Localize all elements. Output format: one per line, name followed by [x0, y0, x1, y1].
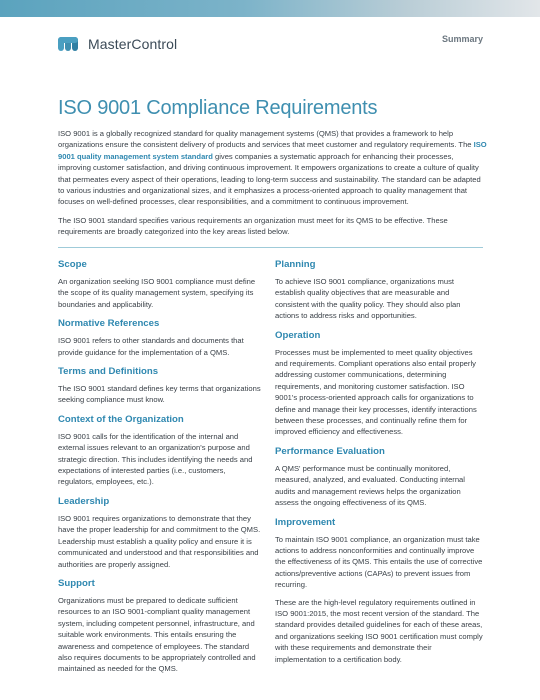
section-heading: Performance Evaluation [275, 445, 385, 457]
section-scope [58, 259, 263, 310]
section-body: ISO 9001 requires organizations to demonstrate that they have the proper leadership for and commitment to the QMS. Leadership must establish a quality policy and ensure it is communicated and understood and that responsibilities and authorities are properly assigned. [58, 513, 261, 569]
section-body: An organization seeking ISO 9001 compliance must define the scope of its quality management system, specifying its boundaries and applicability. [58, 277, 256, 309]
section-context-of-the-organization [58, 414, 263, 488]
summary-label: Summary [441, 34, 483, 44]
section-heading: Improvement [275, 516, 336, 528]
section-normative-references [58, 318, 263, 358]
section-performance-evaluation [275, 446, 485, 509]
iso-9001-qms-standard-link[interactable]: ISO 9001 quality management system standard [58, 140, 487, 161]
section-operation [275, 330, 485, 438]
section-support [58, 578, 263, 675]
mastercontrol-logo [58, 35, 177, 53]
section-body: The ISO 9001 standard defines key terms that organizations seeking compliance must know. [58, 384, 261, 405]
closing-paragraph: These are the high-level regulatory requirements outlined in ISO 9001:2015, the most recent version of the standard. The standard provides detailed guidelines for each of these areas, and organizations seeking ISO 9001 certification must comply with these requirements and demonstrate their implementation to a certification body. [275, 597, 483, 664]
section-body: ISO 9001 calls for the identification of the internal and external issues relevant to an organization's purpose and strategic direction. This includes identifying the needs and expectations of interested parties (i.e., customers, regulators, employees, etc.). [58, 431, 253, 487]
section-heading: Scope [58, 259, 87, 270]
section-body: Processes must be implemented to meet quality objectives and requirements. Compliant operations also entail properly addressing customer communications, determining requirements, and monitoring customer satisfaction. ISO 9001's process-oriented approach calls for organizations to define and manage their key processes, identify interactions between these processes, and continually refine them for improved efficiency and effectiveness. [275, 347, 477, 437]
section-heading: Operation [275, 329, 321, 341]
section-body: A QMS' performance must be continually monitored, measured, analyzed, and evaluated. Conducting internal audits and management reviews helps the organization assess the ongoing effectiveness of its QMS. [275, 463, 465, 508]
header-gradient-bar [0, 0, 540, 17]
section-improvement [275, 517, 485, 665]
section-heading: Support [58, 577, 95, 589]
logo-text: MasterControl [88, 36, 178, 52]
section-heading: Leadership [58, 495, 110, 507]
mastercontrol-logo-icon [58, 37, 84, 51]
section-body: To maintain ISO 9001 compliance, an organization must take actions to address nonconformities and continually improve the effectiveness of its QMS. This entails the use of corrective actions/preventive actions (CAPAs) to prevent issues from recurring. [275, 534, 483, 590]
left-column [58, 259, 263, 683]
page-title: ISO 9001 Compliance Requirements [58, 97, 378, 119]
section-terms-and-definitions [58, 366, 263, 406]
section-heading: Context of the Organization [58, 413, 184, 425]
right-column [275, 259, 485, 673]
intro-text-before-link: ISO 9001 is a globally recognized standard for quality management systems (QMS) that provides a framework to help organizations ensure the consistent delivery of products and services that meet customer and regulatory requirements. The [58, 129, 474, 150]
intro-section [58, 128, 488, 245]
section-divider [58, 247, 483, 248]
section-body: Organizations must be prepared to dedicate sufficient resources to an ISO 9001-compliant quality management system, including competent personnel, infrastructure, and suitable work environments. This entails ensuring the awareness and competence of employees. The standard also requires documents to be appropriately controlled and maintained as needed for the QMS. [58, 595, 256, 674]
intro-text-after-link: gives companies a systematic approach for enhancing their processes, improving customer satisfaction, and driving continuous improvement. It empowers organizations to create a culture of quality that permeates every aspect of their operations, leading to long-term success and sustainability. The standard can be adapted to various industries and organizational sizes, and it emphasizes a process-oriented approach to quality management that focuses on well-defined processes, clear responsibilities, and a commitment to continuous improvement. [58, 151, 481, 207]
section-planning [275, 259, 485, 322]
section-body: ISO 9001 refers to other standards and documents that provide guidance for the implementation of a QMS. [58, 336, 244, 357]
intro-paragraph-1 [58, 128, 488, 208]
intro-paragraph-2: The ISO 9001 standard specifies various requirements an organization must meet for its QMS to be effective. These requirements are broadly categorized into the key areas listed below. [58, 215, 448, 237]
section-body: To achieve ISO 9001 compliance, organizations must establish quality objectives that are measurable and consistent with the quality policy. They should also plan actions to address risks and opportunities. [275, 277, 461, 321]
section-heading: Planning [275, 259, 316, 270]
section-leadership [58, 496, 263, 570]
section-heading: Terms and Definitions [58, 366, 159, 378]
section-heading: Normative References [58, 318, 160, 330]
